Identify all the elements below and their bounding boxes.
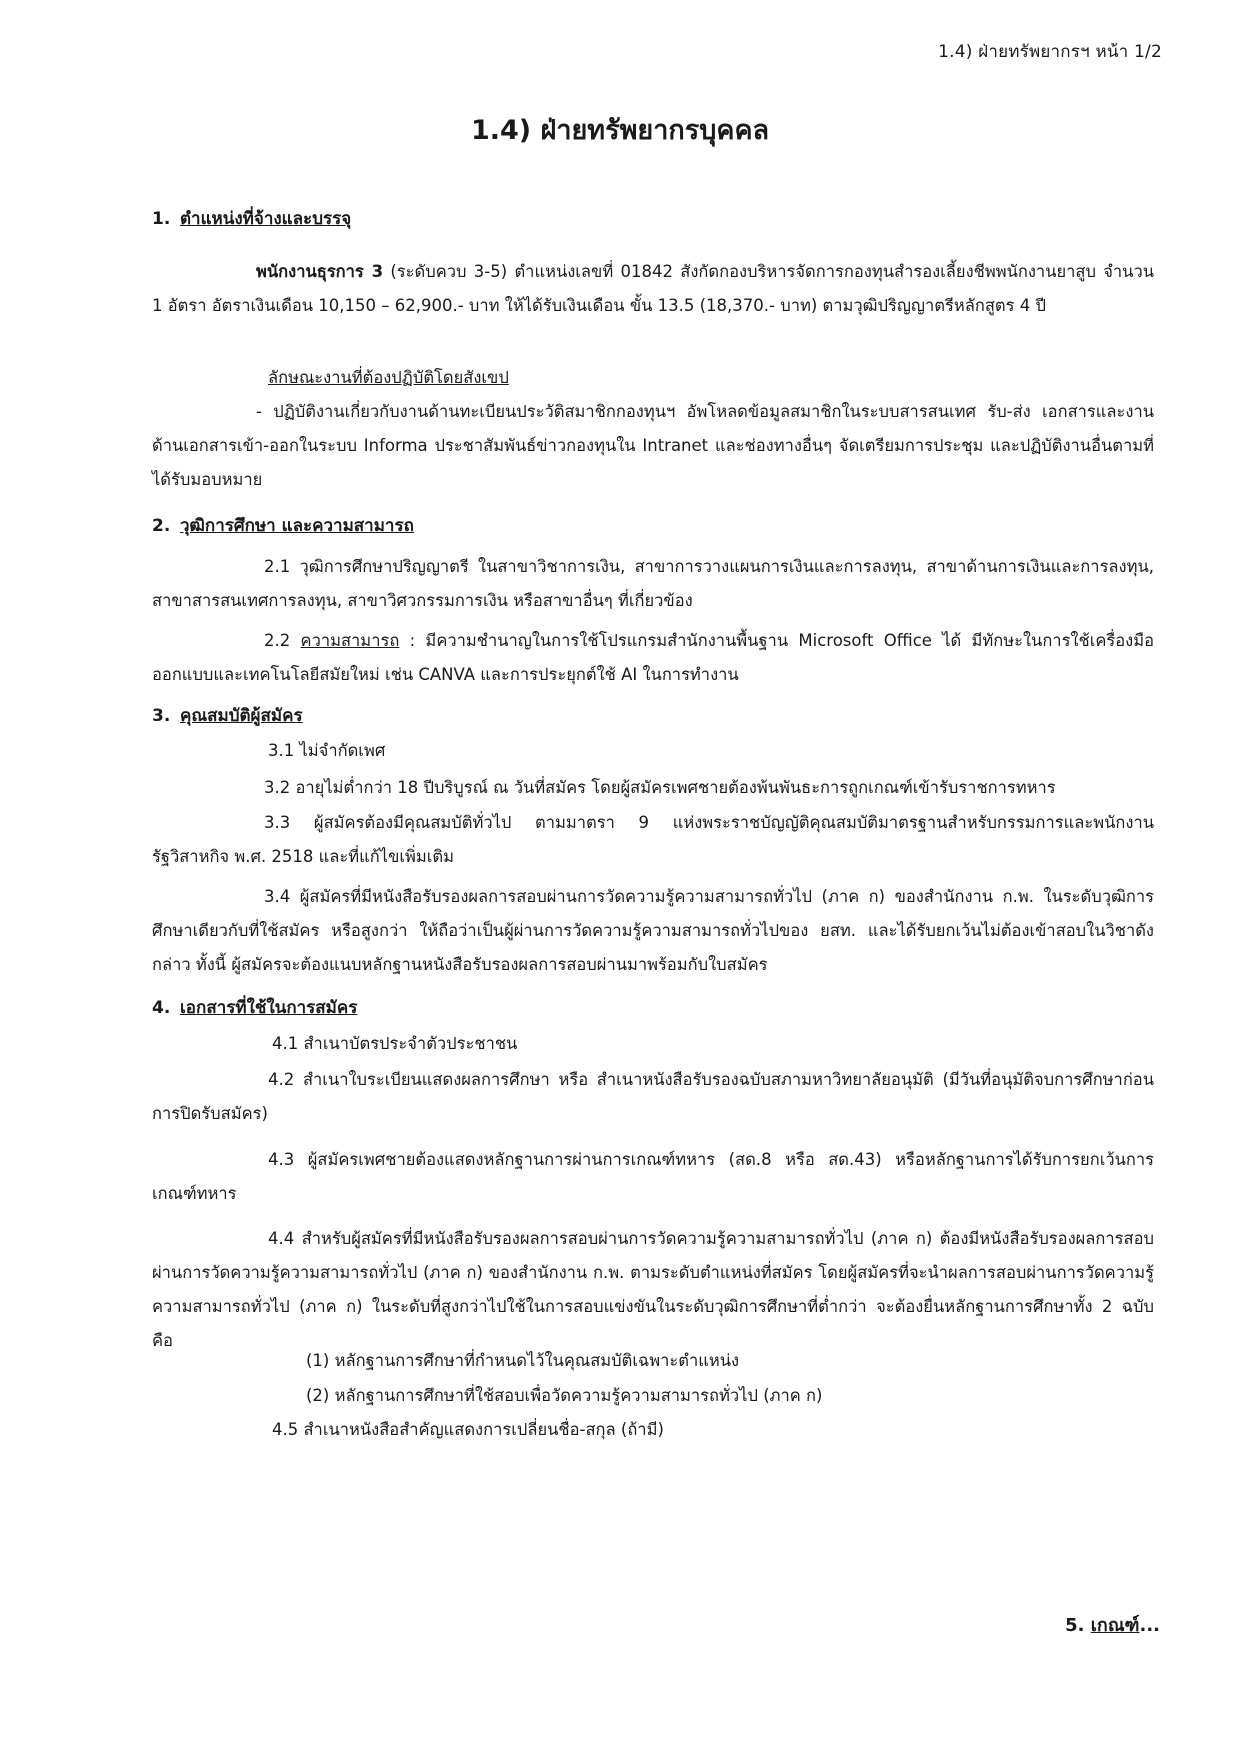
page-header-note: 1.4) ฝ่ายทรัพยากรฯ หน้า 1/2 [938,42,1162,62]
section-4-item-4-sub-2: (2) หลักฐานการศึกษาที่ใช้สอบเพื่อวัดความรู้ความสามารถทั่วไป (ภาค ก) [306,1386,823,1405]
section-3-item-1: 3.1 ไม่จำกัดเพศ [268,741,386,760]
section-3-item-2: 3.2 อายุไม่ต่ำกว่า 18 ปีบริบูรณ์ ณ วันที่สมัคร โดยผู้สมัครเพศชายต้องพ้นพันธะการถูกเกณฑ์เข้ารับราชการทหาร [264,778,1056,797]
section-3-item-4: 3.4 ผู้สมัครที่มีหนังสือรับรองผลการสอบผ่านการวัดความรู้ความสามารถทั่วไป (ภาค ก) ของสำนักงาน ก.พ. ในระดับวุฒิการศึกษาเดียวกับที่ใช้สมัคร หรือสูงกว่า ให้ถือว่าเป็นผู้ผ่านการวัดความรู้ความสามารถทั่วไปของ ยสท. และได้รับยกเว้นไม่ต้องเข้าสอบในวิชาดังกล่าว ทั้งนี้ ผู้สมัครจะต้องแนบหลักฐานหนังสือรับรองผลการสอบผ่านมาพร้อมกับใบสมัคร [152,887,1154,974]
duty-heading: ลักษณะงานที่ต้องปฏิบัติโดยสังเขป [268,368,509,387]
section-4-item-4: 4.4 สำหรับผู้สมัครที่มีหนังสือรับรองผลการสอบผ่านการวัดความรู้ความสามารถทั่วไป (ภาค ก) ต้องมีหนังสือรับรองผลการสอบผ่านการวัดความรู้ความสามารถทั่วไป (ภาค ก) ของสำนักงาน ก.พ. ตามระดับตำแหน่งที่สมัคร โดยผู้สมัครที่จะนำผลการสอบผ่านการวัดความรู้ความสามารถทั่วไป (ภาค ก) ในระดับที่สูงกว่าไปใช้ในการสอบแข่งขันในระดับวุฒิการศึกษาที่ต่ำกว่า จะต้องยื่นหลักฐานการศึกษาทั้ง 2 ฉบับ คือ [152,1229,1154,1350]
section-1-position-paragraph [152,255,1154,323]
section-number: 2. [152,516,171,536]
section-2-heading [152,512,414,539]
next-section-word: เกณฑ์ [1090,1615,1140,1636]
section-4-item-2: 4.2 สำเนาใบระเบียนแสดงผลการศึกษา หรือ สำเนาหนังสือรับรองฉบับสภามหาวิทยาลัยอนุมัติ (มีวันที่อนุมัติจบการศึกษาก่อนการปิดรับสมัคร) [152,1070,1154,1123]
section-4-item-1: 4.1 สำเนาบัตรประจำตัวประชาชน [272,1034,518,1053]
section-2-item-2: 2.2 ความสามารถ : มีความชำนาญในการใช้โปรแกรมสำนักงานพื้นฐาน Microsoft Office ได้ มีทักษะในการใช้เครื่องมือออกแบบและเทคโนโลยีสมัยใหม่ เช่น CANVA และการประยุกต์ใช้ AI ในการทำงาน [152,631,1154,684]
duty-paragraph: - ปฏิบัติงานเกี่ยวกับงานด้านทะเบียนประวัติสมาชิกกองทุนฯ อัพโหลดข้อมูลสมาชิกในระบบสารสนเทศ รับ-ส่ง เอกสารและงานด้านเอกสารเข้า-ออกในระบบ Informa ประชาสัมพันธ์ข่าวกองทุนใน Intranet และช่องทางอื่นๆ จัดเตรียมการประชุม และปฏิบัติงานอื่นตามที่ได้รับมอบหมาย [152,402,1154,489]
section-number: 4. [152,998,171,1018]
section-title: ตำแหน่งที่จ้างและบรรจุ [180,209,352,229]
section-4-item-4-sub-1: (1) หลักฐานการศึกษาที่กำหนดไว้ในคุณสมบัติเฉพาะตำแหน่ง [306,1351,740,1370]
section-title: เอกสารที่ใช้ในการสมัคร [180,998,358,1018]
section-title: คุณสมบัติผู้สมัคร [180,706,303,726]
document-title: 1.4) ฝ่ายทรัพยากรบุคคล [470,115,770,146]
position-name: พนักงานธุรการ 3 [256,262,384,281]
section-4-heading [152,994,357,1021]
section-4-item-5: 4.5 สำเนาหนังสือสำคัญแสดงการเปลี่ยนชื่อ-สกุล (ถ้ามี) [272,1420,664,1439]
section-number: 1. [152,209,171,229]
next-page-continuation: 5. เกณฑ์... [1065,1615,1160,1636]
section-number: 3. [152,706,171,726]
section-3-item-3: 3.3 ผู้สมัครต้องมีคุณสมบัติทั่วไป ตามมาตรา 9 แห่งพระราชบัญญัติคุณสมบัติมาตรฐานสำหรับกรรมการและพนักงานรัฐวิสาหกิจ พ.ศ. 2518 และที่แก้ไขเพิ่มเติม [152,813,1154,866]
ability-label: ความสามารถ [300,631,400,650]
section-1-heading [152,205,351,232]
section-title: วุฒิการศึกษา และความสามารถ [180,516,414,536]
section-2-item-1: 2.1 วุฒิการศึกษาปริญญาตรี ในสาขาวิชาการเงิน, สาขาการวางแผนการเงินและการลงทุน, สาขาด้านการเงินและการลงทุน, สาขาสารสนเทศการลงทุน, สาขาวิศวกรรมการเงิน หรือสาขาอื่นๆ ที่เกี่ยวข้อง [152,557,1154,610]
section-3-heading [152,702,303,729]
section-4-item-3: 4.3 ผู้สมัครเพศชายต้องแสดงหลักฐานการผ่านการเกณฑ์ทหาร (สด.8 หรือ สด.43) หรือหลักฐานการได้รับการยกเว้นการเกณฑ์ทหาร [152,1150,1154,1203]
position-details: (ระดับควบ 3-5) ตำแหน่งเลขที่ 01842 สังกัดกองบริหารจัดการกองทุนสำรองเลี้ยงชีพพนักงานยาสูบ จำนวน 1 อัตรา อัตราเงินเดือน 10,150 – 62,900.- บาท ให้ได้รับเงินเดือน ขั้น 13.5 (18,370.- บาท) ตามวุฒิปริญญาตรีหลักสูตร 4 ปี [152,262,1154,315]
